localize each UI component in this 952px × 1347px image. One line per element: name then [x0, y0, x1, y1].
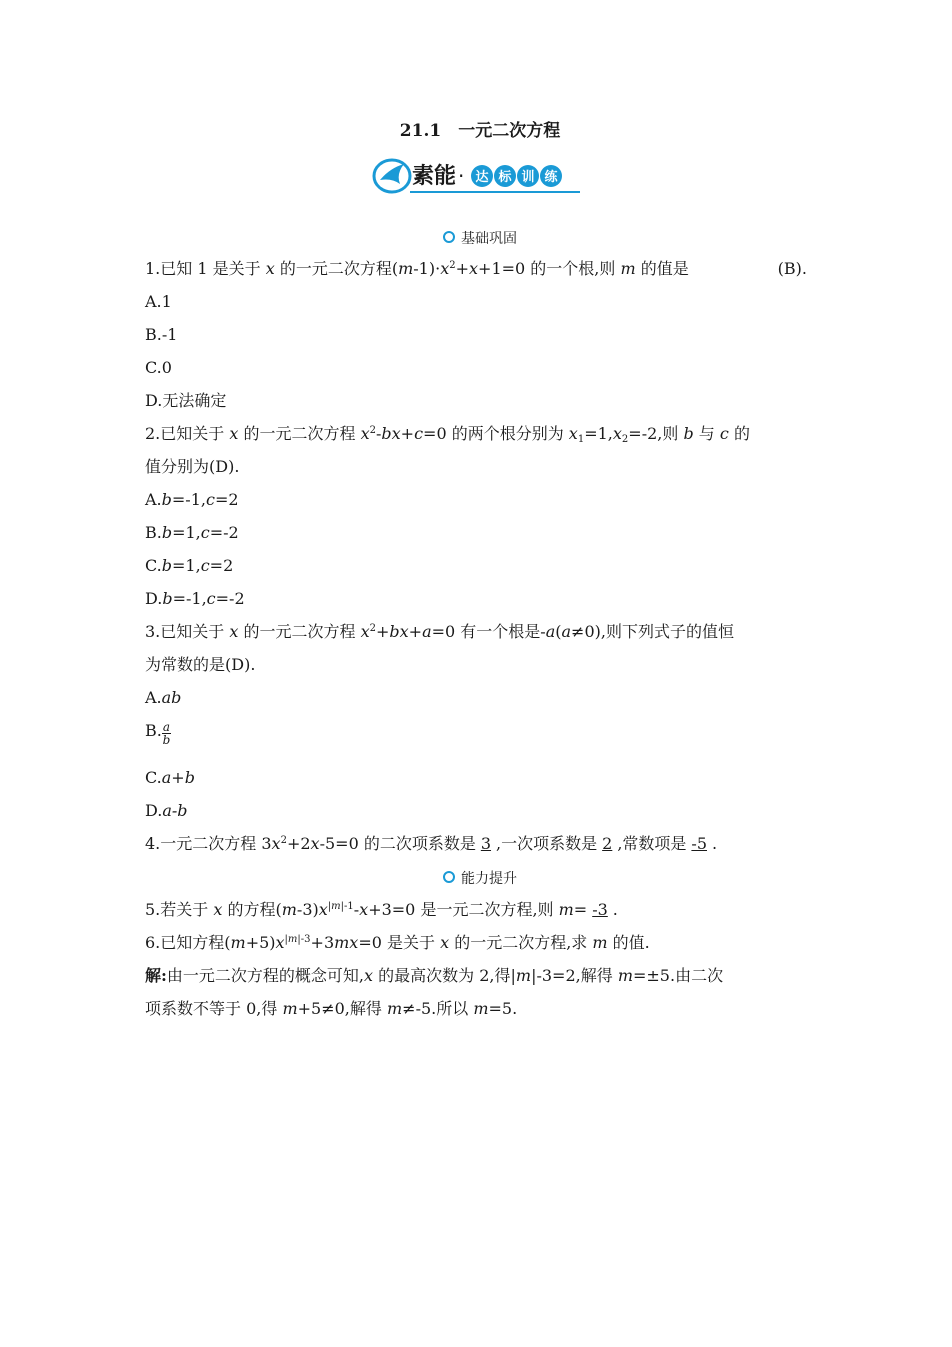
banner-badges — [471, 165, 562, 187]
option: D.无法确定 — [145, 391, 227, 410]
option: D.a-b — [145, 801, 188, 820]
option: B.b=1,c=-2 — [145, 523, 239, 542]
circle-bullet-icon — [443, 231, 455, 243]
option: C.0 — [145, 358, 172, 377]
option: A.b=-1,c=2 — [145, 490, 239, 509]
question-4: 4.一元二次方程 $3x^2+2x-5=0$ 的二次项系数是 3 ,一次项系数是 2 ,常数项是 -5 . — [145, 834, 718, 853]
option: C.b=1,c=2 — [145, 556, 234, 575]
section-banner — [370, 150, 590, 198]
fraction: $\frac{a}{b}$ — [162, 720, 171, 747]
answer-blank: -5 — [691, 834, 707, 853]
question-2: 2.已知关于 x 的一元二次方程 $x^2-bx+c=0$ 的两个根分别为 $x_1=1,x_2=-2$,则 b 与 c 的 — [145, 424, 750, 445]
answer-blank: 2 — [602, 834, 613, 853]
solution-line-2: 项系数不等于 0,得 m+5≠0,解得 m≠-5.所以 m=5. — [145, 999, 518, 1018]
answer-blank: -3 — [592, 900, 608, 919]
answer-blank: 3 — [480, 834, 492, 853]
badge-3: 训 — [521, 170, 535, 185]
swallow-icon — [380, 164, 404, 184]
option: B. $\frac{a}{b}$ — [145, 720, 171, 747]
option: B.-1 — [145, 325, 178, 344]
banner-dot: · — [458, 164, 465, 188]
section-heading-basic: 基础巩固 — [145, 228, 815, 248]
question-6: 6.已知方程$(m+5)x^{|m|-3}+3mx=0$ 是关于 x 的一元二次方程,求 m 的值. — [145, 933, 650, 952]
option: A.1 — [145, 292, 172, 311]
question-3: 3.已知关于 x 的一元二次方程 $x^2+bx+a=0$ 有一个根是-a(a≠0),则下列式子的值恒 — [145, 622, 734, 641]
option: C.a+b — [145, 768, 195, 787]
badge-4: 练 — [544, 170, 558, 185]
question-5: 5.若关于 x 的方程$(m-3)x^{|m|-1}-x+3=0$ 是一元二次方程,则 m= -3 . — [145, 900, 618, 919]
page-title: 21.1 一元二次方程 — [399, 121, 561, 141]
solution-line-1: 解:由一元二次方程的概念可知,x 的最高次数为 2,得|m|-3=2,解得 m=±5.由二次 — [145, 966, 724, 985]
question-1-answer: (B). — [777, 259, 807, 278]
banner-text-left: 素能 — [412, 164, 457, 189]
circle-bullet-icon — [443, 871, 455, 883]
question-2-line-2: 值分别为(D). — [145, 457, 240, 476]
badge-1: 达 — [475, 170, 489, 185]
solution-label: 解 — [145, 966, 162, 985]
section-heading-advanced: 能力提升 — [145, 868, 815, 888]
question-1: 1.已知 1 是关于 x 的一元二次方程$(m-1)\cdot x^2+x+1=0$ 的一个根,则 m 的值是 (B). — [145, 259, 807, 278]
option: D.b=-1,c=-2 — [145, 589, 245, 608]
option: A.ab — [145, 688, 182, 707]
badge-2: 标 — [498, 170, 512, 185]
question-3-line-2: 为常数的是(D). — [145, 655, 256, 674]
